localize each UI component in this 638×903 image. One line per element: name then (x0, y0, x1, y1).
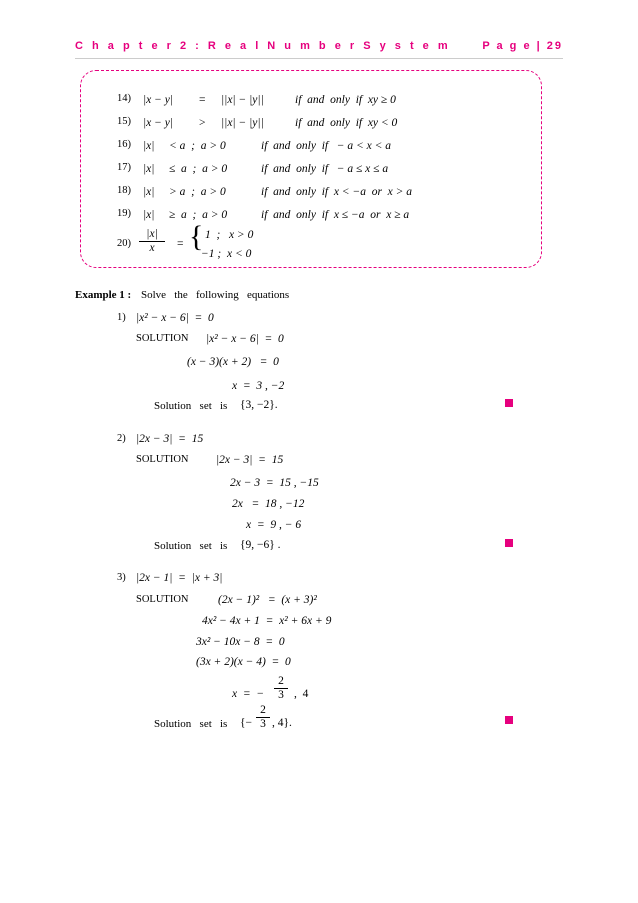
fraction-numerator: |x| (139, 228, 165, 242)
property-lhs: |x| (143, 140, 155, 152)
property-rhs: ||x| − |y|| (221, 117, 264, 129)
solution-step: x = 9 , − 6 (246, 519, 302, 531)
set-fraction (256, 704, 270, 731)
solution-step: |2x − 3| = 15 (216, 454, 284, 466)
property-lhs: |x| (143, 209, 155, 221)
fraction-denominator: x (149, 242, 155, 254)
header-rule (75, 58, 563, 59)
end-of-solution-marker (505, 399, 513, 407)
property-condition: if and only if xy ≥ 0 (295, 94, 396, 106)
solution-set: {9, −6} . (240, 539, 281, 551)
fraction-numerator: 2 (256, 704, 270, 718)
solution-set-text: Solution set is (154, 540, 228, 552)
property-op: > a ; a > 0 (169, 186, 226, 198)
property-number: 18) (117, 185, 131, 196)
solution-step: 3x² − 10x − 8 = 0 (196, 636, 285, 648)
property-number: 15) (117, 116, 131, 127)
property-op: > (199, 117, 206, 129)
problem-equation: |2x − 3| = 15 (136, 433, 204, 445)
chapter-title: C h a p t e r 2 : R e a l N u m b e r S y s t e m (75, 40, 451, 52)
property-number: 16) (117, 139, 131, 150)
solution-step: x = 3 , −2 (232, 380, 285, 392)
example-instruction: Solve the following equations (141, 289, 290, 301)
end-of-solution-marker (505, 716, 513, 724)
solution-step: (2x − 1)² = (x + 3)² (218, 594, 317, 606)
page-number: P a g e | 29 (482, 40, 563, 52)
problem-equation: |2x − 1| = |x + 3| (136, 572, 223, 584)
solution-step: 4x² − 4x + 1 = x² + 6x + 9 (202, 615, 332, 627)
root-suffix: , 4 (294, 688, 309, 700)
case-positive: 1 ; x > 0 (205, 229, 254, 241)
problem-number: 3) (117, 572, 126, 583)
property-condition: if and only if xy < 0 (295, 117, 398, 129)
property-number: 20) (117, 238, 131, 249)
property-lhs: |x − y| (143, 94, 174, 106)
property-op: ≤ a ; a > 0 (169, 163, 228, 175)
solution-label: SOLUTION (136, 333, 189, 344)
fraction-numerator: 2 (274, 675, 288, 689)
solution-label: SOLUTION (136, 454, 189, 465)
solution-step: |x² − x − 6| = 0 (206, 333, 284, 345)
solution-set-text: Solution set is (154, 400, 228, 412)
set-open: {− (240, 717, 253, 729)
cases-brace: { (189, 220, 204, 253)
set-close: , 4}. (272, 717, 292, 729)
property-op: ≥ a ; a > 0 (169, 209, 228, 221)
property-op: = (199, 94, 206, 106)
property-op: < a ; a > 0 (169, 140, 226, 152)
property-condition: if and only if − a ≤ x ≤ a (261, 163, 389, 175)
example-heading: Example 1 : (75, 289, 132, 301)
property-rhs: ||x| − |y|| (221, 94, 264, 106)
case-negative: −1 ; x < 0 (201, 248, 252, 260)
root-prefix: x = − (232, 688, 265, 700)
property-condition: if and only if − a < x < a (261, 140, 391, 152)
end-of-solution-marker (505, 539, 513, 547)
property-lhs: |x| (143, 186, 155, 198)
property-number: 14) (117, 93, 131, 104)
problem-number: 1) (117, 312, 126, 323)
property-lhs: |x − y| (143, 117, 174, 129)
fraction-denominator: 3 (278, 689, 284, 701)
property-condition: if and only if x < −a or x > a (261, 186, 413, 198)
root-fraction (274, 675, 288, 702)
property-lhs: |x| (143, 163, 155, 175)
property-number: 17) (117, 162, 131, 173)
problem-number: 2) (117, 433, 126, 444)
property-number: 19) (117, 208, 131, 219)
solution-step: (3x + 2)(x − 4) = 0 (196, 656, 291, 668)
page-header (75, 40, 563, 58)
solution-label: SOLUTION (136, 594, 189, 605)
solution-step: 2x = 18 , −12 (232, 498, 305, 510)
property-fraction (139, 228, 165, 255)
solution-step: (x − 3)(x + 2) = 0 (187, 356, 279, 368)
solution-step: 2x − 3 = 15 , −15 (230, 477, 319, 489)
fraction-denominator: 3 (260, 718, 266, 730)
problem-equation: |x² − x − 6| = 0 (136, 312, 214, 324)
property-op: = (177, 238, 184, 250)
solution-set: {3, −2}. (240, 399, 278, 411)
properties-box (80, 70, 542, 268)
property-condition: if and only if x ≤ −a or x ≥ a (261, 209, 410, 221)
solution-set-text: Solution set is (154, 718, 228, 730)
